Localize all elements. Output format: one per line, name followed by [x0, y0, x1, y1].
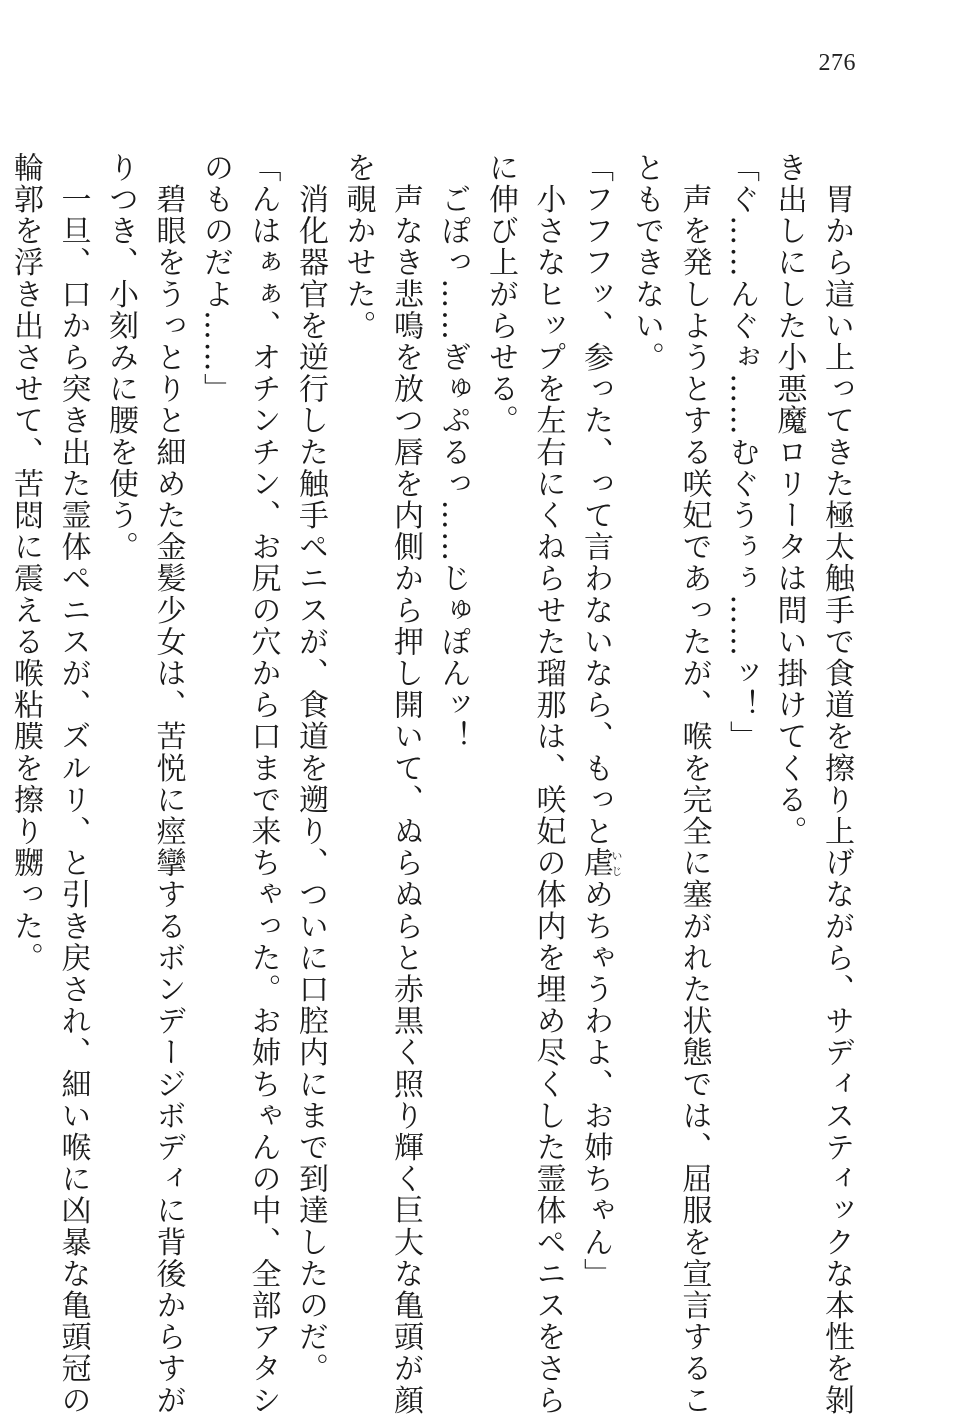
text-line: ごぽっ……ぎゅぷるっ……じゅぽんッ！ — [435, 152, 471, 753]
text-line: りつき、小刻みに腰を使う。 — [103, 152, 138, 563]
body-text — [2, 152, 861, 1416]
text-line: に伸び上がらせる。 — [483, 152, 518, 437]
text-line: を覗かせた。 — [340, 152, 376, 342]
text-line: 「ぐ……んぐぉ……むぐうぅぅ……ッ！」 — [724, 152, 759, 753]
text-line: 声なき悲鳴を放つ唇を内側から押し開いて、ぬらぬらと赤黒く照り輝く巨大な亀頭が顔 — [388, 152, 423, 1416]
text-segment: めちゃうわよ、お姉ちゃん」 — [578, 878, 613, 1290]
text-line: 小さなヒップを左右にくねらせた瑠那は、咲妃の体内を埋め尽くした霊体ペニスをさら — [530, 152, 566, 1416]
text-segment: 「フフフッ、参った、って言わないなら、もっと — [578, 152, 613, 848]
text-line: 一旦、口から突き出た霊体ペニスが、ズルリ、と引き戻され、細い喉に凶暴な亀頭冠の — [55, 152, 91, 1416]
text-line-with-ruby — [572, 152, 623, 1290]
text-line: 碧眼をうっとりと細めた金髪少女は、苦悦に痙攣するボンデージボディに背後からすが — [150, 152, 186, 1416]
ruby-reading: いじ — [610, 847, 623, 879]
text-line: のものだよ……」 — [198, 152, 233, 405]
ruby-word — [578, 847, 623, 879]
text-line: 声を発しようとする咲妃であったが、喉を完全に塞がれた状態では、屈服を宣言するこ — [676, 152, 712, 1416]
text-line: 「んはぁぁ、オチンチン、お尻の穴から口まで来ちゃった。お姉ちゃんの中、全部アタシ — [245, 152, 281, 1416]
text-line: 消化器官を逆行した触手ペニスが、食道を遡り、ついに口腔内にまで到達したのだ。 — [293, 152, 328, 1385]
page-number: 276 — [818, 50, 856, 76]
text-line: 胃から這い上ってきた極太触手で食道を擦り上げながら、サディスティックな本性を剝 — [819, 152, 854, 1416]
text-line: 輪郭を浮き出させて、苦悶に震える喉粘膜を擦り嬲った。 — [8, 152, 43, 974]
text-line: ともできない。 — [629, 152, 664, 374]
text-line: き出しにした小悪魔ロリータは問い掛けてくる。 — [771, 152, 807, 848]
ruby-base: 虐 — [578, 847, 613, 879]
